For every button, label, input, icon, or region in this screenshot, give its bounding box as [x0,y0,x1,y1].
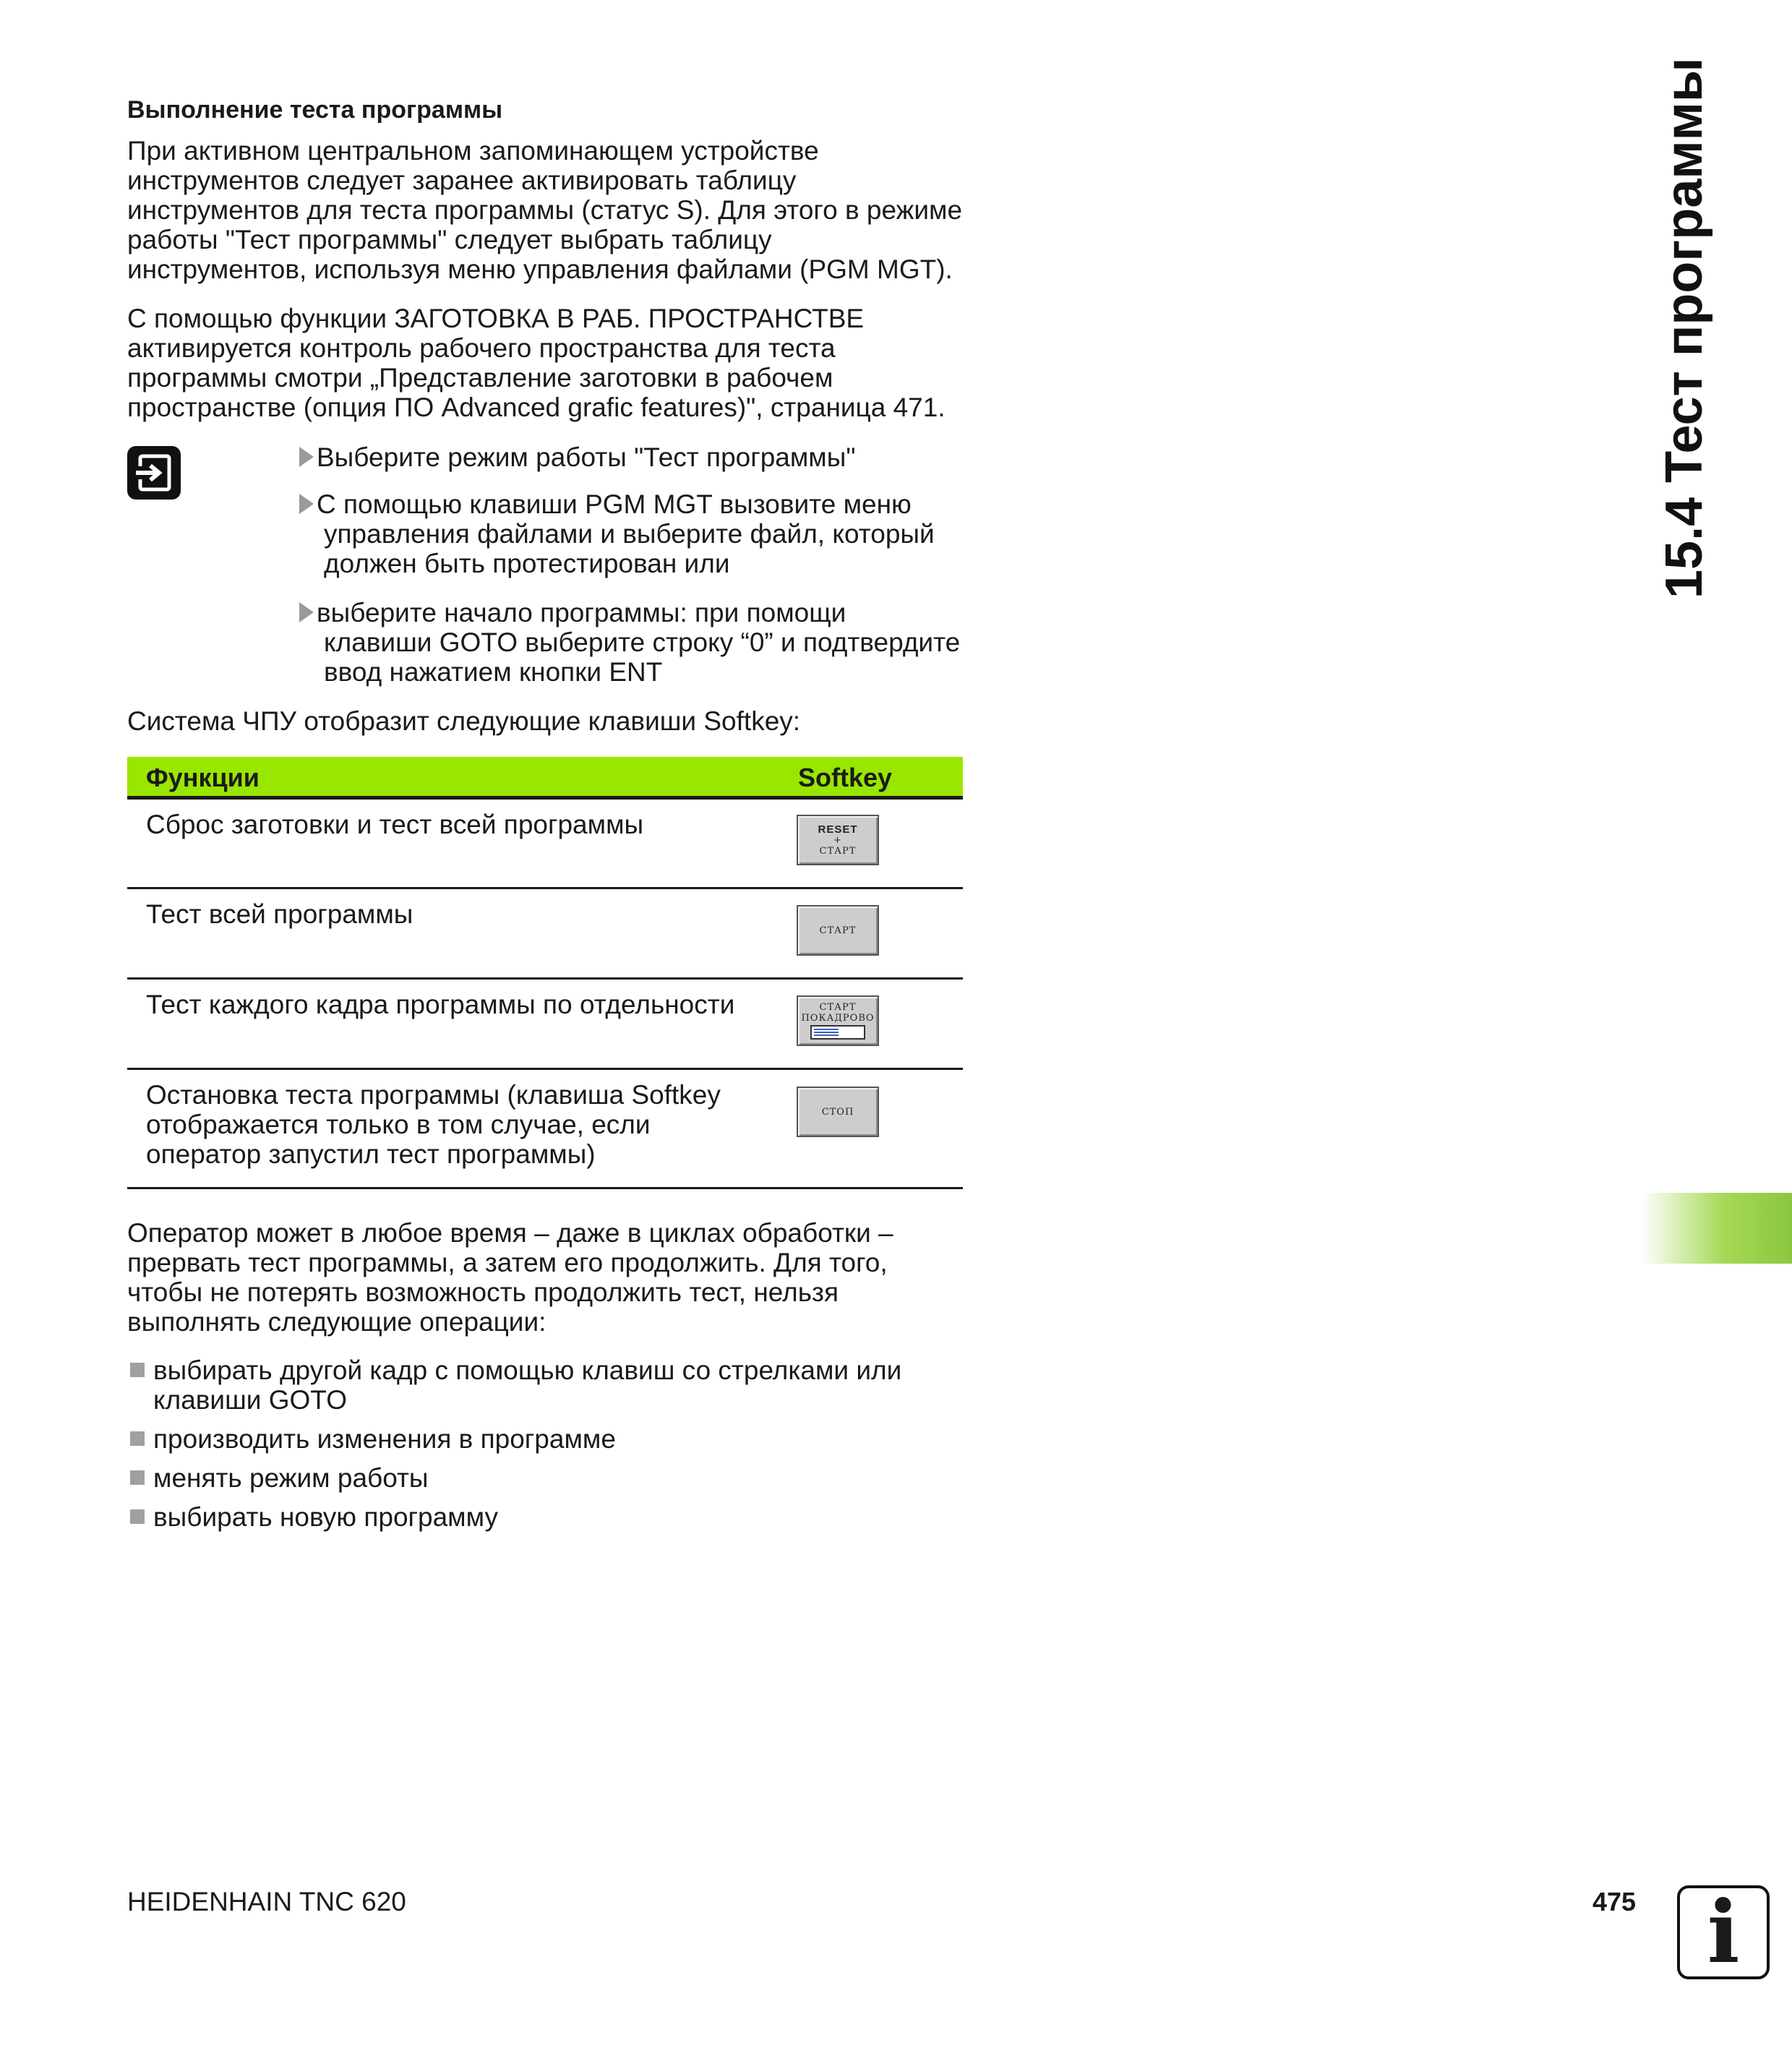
table-row [127,1070,963,1189]
function-line: оператор запустил тест программы) [146,1139,596,1169]
paragraph-line: инструментов, используя меню управления файлами (PGM MGT). [127,254,953,284]
function-line: Остановка теста программы (клавиша Softkey [146,1080,721,1110]
softkey-table [127,757,963,1189]
list-item-line: менять режим работы [153,1463,429,1493]
triangle-bullet-icon [299,602,314,622]
paragraph-line: инструментов для теста программы (статус S). Для этого в режиме [127,195,963,225]
softkey-label: RESET [818,823,858,836]
square-bullet-icon [130,1431,145,1446]
step-line: управления файлами и выберите файл, который [324,519,935,549]
paragraph-line: чтобы не потерять возможность продолжить тест, нельзя [127,1277,839,1307]
paragraph-line: инструментов следует заранее активировать таблицу [127,166,797,195]
paragraph-3 [127,1218,966,1337]
softkey-label: + [833,834,842,846]
softkey-label: СТАРТ [819,1002,857,1013]
paragraph-line: прервать тест программы, а затем его продолжить. Для того, [127,1248,888,1277]
footer-product-name: HEIDENHAIN TNC 620 [127,1887,406,1916]
step-line: Выберите режим работы "Тест программы" [317,442,856,472]
list-item [130,1424,969,1454]
step-line: ввод нажатием кнопки ENT [324,657,663,687]
square-bullet-icon [130,1363,145,1377]
list-item [130,1355,969,1415]
reset-start-softkey[interactable] [797,815,879,865]
header-softkey: Softkey [798,763,893,792]
instruction-step [298,442,970,472]
stop-softkey[interactable] [797,1087,879,1137]
square-bullet-icon [130,1470,145,1485]
paragraph-line: пространстве (опция ПО Advanced grafic features)", страница 471. [127,393,946,422]
softkey-label: СТОП [821,1106,854,1118]
info-icon-glyph: i [1707,1882,1740,1982]
list-item [130,1502,969,1532]
step-line: должен быть протестирован или [324,549,730,578]
chapter-tab-marker [1641,1193,1792,1264]
softkey-label: СТАРТ [819,925,857,936]
start-softkey[interactable] [797,905,879,956]
paragraph-2 [127,304,966,422]
table-row [127,980,963,1070]
header-function: Функции [146,763,260,792]
table-header [127,757,963,800]
page-number: 475 [1592,1887,1637,1916]
triangle-bullet-icon [299,447,314,467]
triangle-bullet-icon [299,494,314,514]
paragraph-line: программы смотри „Представление заготовки в рабочем [127,363,833,393]
chapter-side-title: 15.4 Тест программы [1655,57,1713,599]
paragraph-1 [127,136,966,284]
function-text: Сброс заготовки и тест всей программы [146,810,644,839]
function-text [146,1080,768,1169]
softkey-label: ПОКАДРОВО [801,1013,875,1024]
list-item-line: производить изменения в программе [153,1424,616,1454]
list-item-line: выбирать другой кадр с помощью клавиш со стрелками или [153,1355,902,1385]
paragraph-line: работы "Тест программы" следует выбрать таблицу [127,225,772,254]
list-item [130,1463,969,1493]
table-row [127,889,963,980]
paragraph-line: Оператор может в любое время – даже в циклах обработки – [127,1218,893,1248]
program-run-mode-icon [127,446,181,500]
step-line: С помощью клавиши PGM MGT вызовите меню [317,489,912,519]
instruction-step [298,598,970,687]
start-single-block-softkey[interactable] [797,995,879,1046]
function-line: отображается только в том случае, если [146,1110,651,1139]
table-row [127,800,963,889]
paragraph-line: При активном центральном запоминающем устройстве [127,136,819,166]
step-line: выберите начало программы: при помощи [317,598,846,627]
function-text: Тест всей программы [146,899,413,929]
step-line: клавиши GOTO выберите строку “0” и подтвердите [324,627,961,657]
square-bullet-icon [130,1509,145,1524]
function-text: Тест каждого кадра программы по отдельности [146,990,735,1019]
list-item-line: выбирать новую программу [153,1502,498,1532]
section-heading: Выполнение теста программы [127,96,503,124]
paragraph-line: активируется контроль рабочего пространства для теста [127,333,836,363]
paragraph-line: С помощью функции ЗАГОТОВКА В РАБ. ПРОСТРАНСТВЕ [127,304,865,333]
info-icon [1677,1882,1770,1982]
softkey-label: СТАРТ [819,845,857,857]
list-item-line: клавиши GOTO [153,1385,347,1415]
block-list-icon [810,1025,865,1040]
paragraph-line: выполнять следующие операции: [127,1307,546,1337]
instruction-step [298,489,970,578]
softkey-intro: Система ЧПУ отобразит следующие клавиши Softkey: [127,706,801,736]
